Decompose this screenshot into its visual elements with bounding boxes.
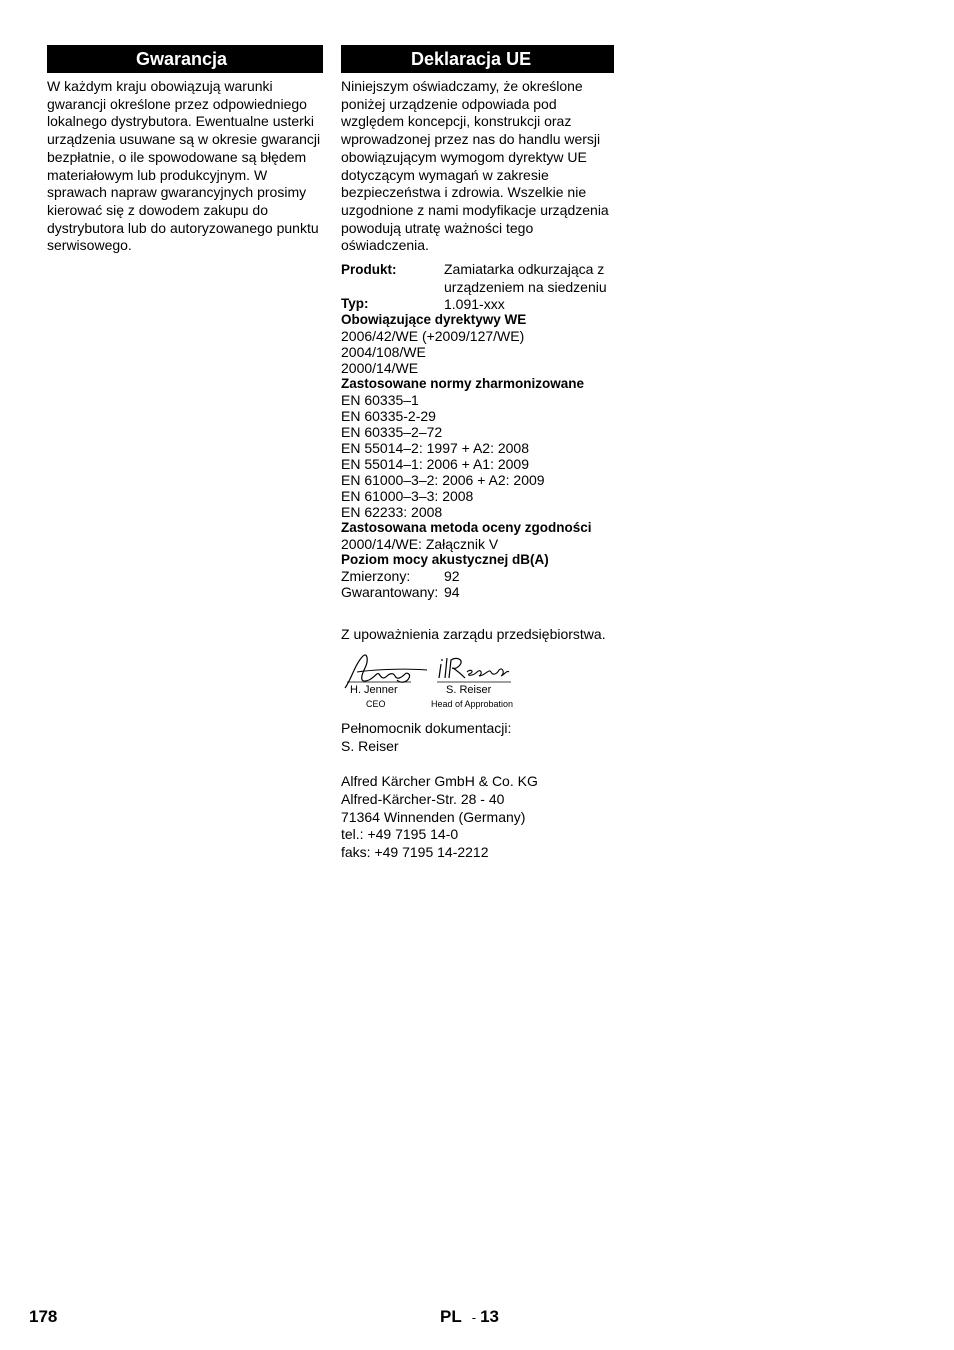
norm-item: EN 60335-2-29 [341, 408, 436, 425]
product-label: Produkt: [341, 262, 397, 278]
section-page-number: 13 [480, 1307, 499, 1326]
product-row [341, 261, 614, 296]
address-line: 71364 Winnenden (Germany) [341, 808, 526, 825]
method-heading: Zastosowana metoda oceny zgodności [341, 520, 592, 536]
guaranteed-value: 94 [444, 584, 460, 601]
guaranteed-label: Gwarantowany: [341, 584, 439, 601]
type-label: Typ: [341, 296, 369, 312]
signer1-name: H. Jenner [350, 684, 398, 697]
warranty-heading: Gwarancja [47, 45, 323, 73]
declaration-intro: Niniejszym oświadczamy, że określone poniżej urządzenie odpowiada pod względem koncepcji, konstrukcji oraz wprowadzonej przez nas do handlu wersji obowiązującym wymogom dyrektyw UE dotyczącym wymagań w zakresie bezpieczeństwa i zdrowia. Wszelkie nie uzgodnione z nami modyfikacje urządzenia powodują utratę ważności tego oświadczenia. [341, 78, 609, 254]
product-value: Zamiatarka odkurzająca z urządzeniem na siedzeniu [444, 261, 607, 295]
doc-rep-name: S. Reiser [341, 737, 399, 754]
norm-item: EN 61000–3–2: 2006 + A2: 2009 [341, 472, 545, 489]
measured-row [341, 568, 614, 584]
signer2-title: Head of Approbation [431, 699, 514, 710]
separator-dash: - [471, 1310, 477, 1325]
doc-rep-label: Pełnomocnik dokumentacji: [341, 720, 512, 737]
directive-item: 2004/108/WE [341, 344, 426, 361]
warranty-section [47, 45, 323, 255]
address-line: Alfred-Kärcher-Str. 28 - 40 [341, 790, 505, 807]
directive-item: 2006/42/WE (+2009/127/WE) [341, 328, 525, 345]
method-value: 2000/14/WE: Załącznik V [341, 536, 499, 553]
language-page-indicator [440, 1307, 499, 1327]
address-line: faks: +49 7195 14-2212 [341, 844, 489, 861]
address-line: Alfred Kärcher GmbH & Co. KG [341, 773, 538, 790]
eu-declaration-section [341, 45, 614, 862]
guaranteed-row [341, 584, 614, 600]
directives-heading: Obowiązujące dyrektywy WE [341, 312, 527, 328]
directive-item: 2000/14/WE [341, 360, 419, 377]
norm-item: EN 62233: 2008 [341, 504, 443, 521]
page-number: 178 [29, 1307, 58, 1326]
sound-heading: Poziom mocy akustycznej dB(A) [341, 552, 549, 568]
signer2-name: S. Reiser [446, 684, 492, 697]
norm-item: EN 55014–2: 1997 + A2: 2008 [341, 440, 529, 457]
norm-item: EN 61000–3–3: 2008 [341, 488, 474, 505]
norm-item: EN 60335–2–72 [341, 424, 443, 441]
address-line: tel.: +49 7195 14-0 [341, 826, 459, 843]
norms-heading: Zastosowane normy zharmonizowane [341, 376, 585, 392]
signatures [341, 650, 614, 714]
type-value: 1.091-xxx [444, 296, 505, 313]
type-row [341, 296, 614, 312]
warranty-text: W każdym kraju obowiązują warunki gwarancji określone przez odpowiedniego lokalnego dystrybutora. Ewentualne usterki urządzenia usuwane są w okresie gwarancji bezpłatnie, o ile spowodowane są błędem materiałowym lub produkcyjnym. W sprawach napraw gwarancyjnych prosimy kierować się z dowodem zakupu do dystrybutora lub do autoryzowanego punktu serwisowego. [47, 78, 321, 254]
spec-block [341, 261, 614, 600]
norm-item: EN 60335–1 [341, 392, 419, 409]
authorization-text: Z upoważnienia zarządu przedsiębiorstwa. [341, 626, 606, 643]
eu-declaration-heading: Deklaracja UE [341, 45, 614, 73]
norm-item: EN 55014–1: 2006 + A1: 2009 [341, 456, 529, 473]
signer1-title: CEO [366, 699, 386, 710]
language-code: PL [440, 1307, 462, 1326]
measured-value: 92 [444, 568, 460, 585]
measured-label: Zmierzony: [341, 568, 411, 585]
